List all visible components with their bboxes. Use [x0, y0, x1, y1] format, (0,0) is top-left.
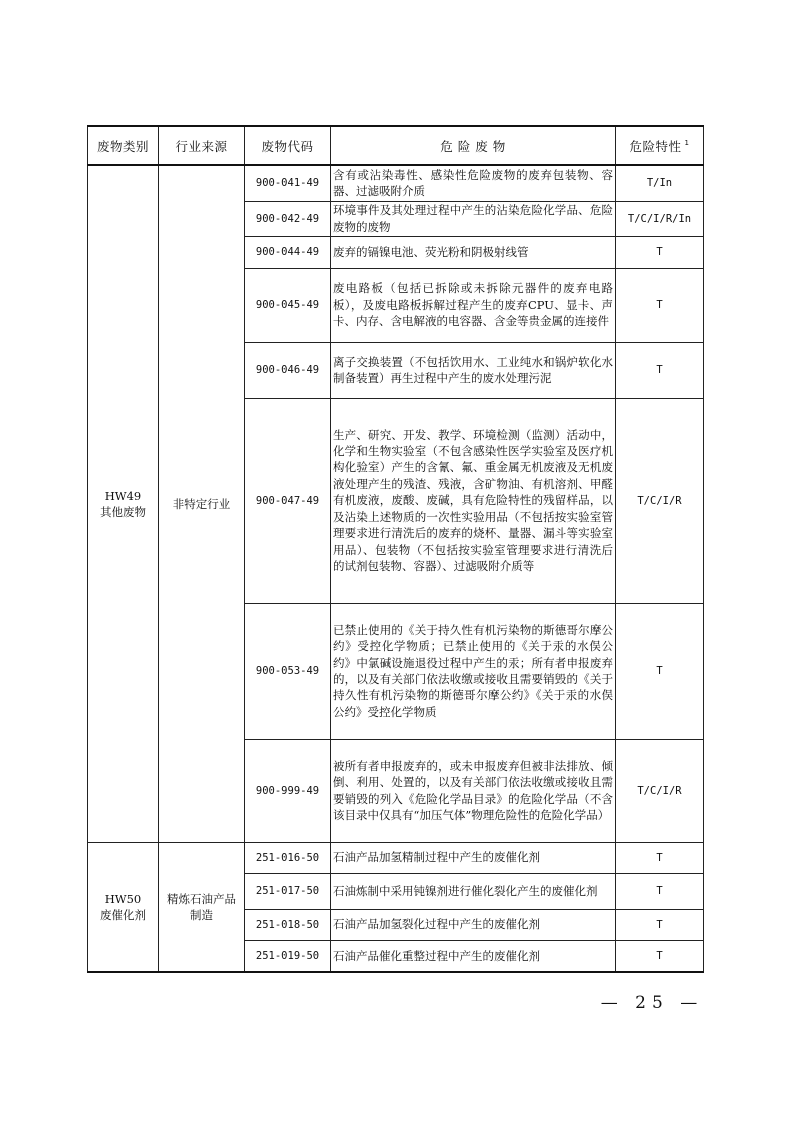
- hazard-characteristic: T/C/I/R/In: [616, 201, 704, 236]
- waste-description: 生产、研究、开发、教学、环境检测（监测）活动中，化学和生物实验室（不包含感染性医学实验室及医疗机构化验室）产生的含氰、氟、重金属无机废液及无机废液处理产生的残渣、残液，含矿物油、有机溶剂、甲醛有机废液，废酸、废碱，具有危险特性的残留样品，以及沾染上述物质的一次性实验用品（不包括按实验室管理要求进行清洗后的废弃的烧杯、量器、漏斗等实验室用品）、包装物（不包括按实验室管理要求进行清洗后的试剂包装物、容器）、过滤吸附介质等: [331, 398, 616, 603]
- hazard-characteristic: T/In: [616, 165, 704, 201]
- category-code: HW50: [104, 891, 142, 906]
- waste-code: 251-016-50: [245, 842, 331, 873]
- table-row: [88, 165, 704, 201]
- source-line: 精炼石油产品: [167, 891, 236, 906]
- waste-description: 已禁止使用的《关于持久性有机污染物的斯德哥尔摩公约》受控化学物质；已禁止使用的《关于汞的水俣公约》中氯碱设施退役过程中产生的汞；所有者申报废弃的，以及有关部门依法收缴或接收且需要销毁的《关于持久性有机污染物的斯德哥尔摩公约》《关于汞的水俣公约》受控化学物质: [331, 603, 616, 739]
- category-cell-hw50: [88, 842, 159, 972]
- waste-code: 251-018-50: [245, 909, 331, 940]
- hazard-characteristic: T/C/I/R: [616, 739, 704, 842]
- category-cell-hw49: [88, 165, 159, 842]
- waste-description: 石油产品加氢精制过程中产生的废催化剂: [331, 842, 616, 873]
- hazard-characteristic: T/C/I/R: [616, 398, 704, 603]
- waste-description: 环境事件及其处理过程中产生的沾染危险化学品、危险废物的废物: [331, 201, 616, 236]
- waste-code: 251-017-50: [245, 873, 331, 909]
- waste-description: 废弃的镉镍电池、荧光粉和阴极射线管: [331, 236, 616, 268]
- waste-code: 900-041-49: [245, 165, 331, 201]
- header-code: 废物代码: [245, 126, 331, 165]
- waste-code: 900-042-49: [245, 201, 331, 236]
- header-category: 废物类别: [88, 126, 159, 165]
- hazard-characteristic: T: [616, 603, 704, 739]
- header-hazard-label: 危险特性: [629, 138, 682, 154]
- waste-description: 石油炼制中采用钝镍剂进行催化裂化产生的废催化剂: [331, 873, 616, 909]
- header-hazard-footnote: 1: [684, 139, 690, 148]
- header-waste: 危 险 废 物: [331, 126, 616, 165]
- source-cell-hw50: [159, 842, 245, 972]
- source-cell-hw49: 非特定行业: [159, 165, 245, 842]
- waste-description: 石油产品催化重整过程中产生的废催化剂: [331, 940, 616, 972]
- table-header-row: [88, 126, 704, 165]
- table-row: [88, 842, 704, 873]
- waste-code: 251-019-50: [245, 940, 331, 972]
- waste-code: 900-053-49: [245, 603, 331, 739]
- hazard-characteristic: T: [616, 940, 704, 972]
- waste-code: 900-047-49: [245, 398, 331, 603]
- waste-code: 900-045-49: [245, 268, 331, 342]
- waste-description: 被所有者申报废弃的，或未申报废弃但被非法排放、倾倒、利用、处置的，以及有关部门依法收缴或接收且需要销毁的列入《危险化学品目录》的危险化学品（不含该目录中仅具有“加压气体”物理危险性的危险化学品）: [331, 739, 616, 842]
- header-hazard: [616, 126, 704, 165]
- hazard-characteristic: T: [616, 342, 704, 398]
- waste-code: 900-044-49: [245, 236, 331, 268]
- waste-code: 900-999-49: [245, 739, 331, 842]
- source-line: 制造: [190, 907, 213, 922]
- waste-description: 含有或沾染毒性、感染性危险废物的废弃包装物、容器、过滤吸附介质: [331, 165, 616, 201]
- waste-description: 石油产品加氢裂化过程中产生的废催化剂: [331, 909, 616, 940]
- category-name: 废催化剂: [100, 907, 146, 922]
- waste-code: 900-046-49: [245, 342, 331, 398]
- hazard-characteristic: T: [616, 842, 704, 873]
- hazard-characteristic: T: [616, 268, 704, 342]
- hazard-characteristic: T: [616, 236, 704, 268]
- category-name: 其他废物: [100, 504, 146, 519]
- category-code: HW49: [104, 488, 142, 503]
- hazard-characteristic: T: [616, 873, 704, 909]
- waste-description: 离子交换装置（不包括饮用水、工业纯水和锅炉软化水制备装置）再生过程中产生的废水处理污泥: [331, 342, 616, 398]
- page-number: — 25 —: [600, 993, 704, 1013]
- waste-description: 废电路板（包括已拆除或未拆除元器件的废弃电路板），及废电路板拆解过程产生的废弃CPU、显卡、声卡、内存、含电解液的电容器、含金等贵金属的连接件: [331, 268, 616, 342]
- header-source: 行业来源: [159, 126, 245, 165]
- hazardous-waste-table: [87, 125, 704, 973]
- hazard-characteristic: T: [616, 909, 704, 940]
